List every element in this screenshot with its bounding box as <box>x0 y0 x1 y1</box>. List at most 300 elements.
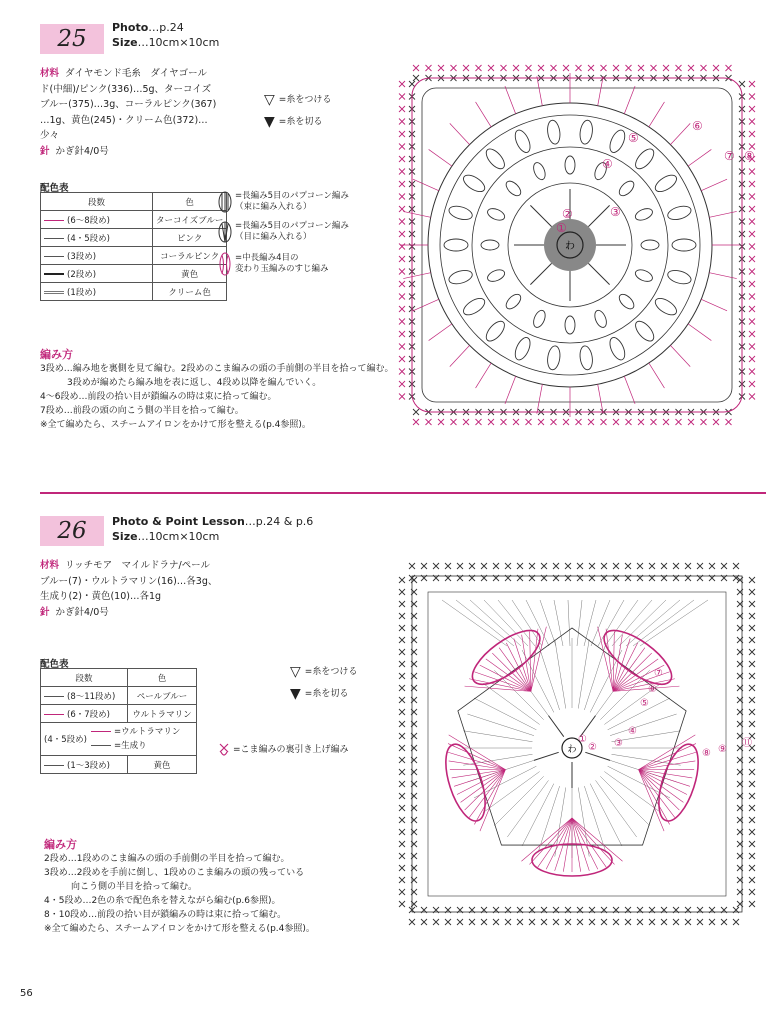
sc-mark <box>493 563 499 569</box>
sc-mark <box>749 294 755 300</box>
filled-triangle-icon: ▼ <box>290 686 301 702</box>
sc-mark <box>399 697 405 703</box>
popcorn-stitch <box>634 206 654 222</box>
sc-mark <box>576 65 582 71</box>
sc-mark <box>438 419 444 425</box>
dc-line <box>649 363 665 388</box>
open-triangle-icon: ▽ <box>290 664 301 680</box>
sc-mark <box>749 793 755 799</box>
yarn-cut-legend <box>290 688 348 700</box>
color-swatch <box>44 220 64 221</box>
round-number-label: ⑧ <box>744 149 755 163</box>
sc-mark <box>399 685 405 691</box>
sc-mark <box>399 757 405 763</box>
sc-mark <box>709 919 715 925</box>
sc-mark <box>399 829 405 835</box>
popcorn-stitch <box>653 295 680 318</box>
popcorn-stitch <box>483 146 508 172</box>
rows-cell: (3段め) <box>67 251 97 262</box>
pattern-25-header <box>112 20 219 50</box>
sc-mark <box>673 563 679 569</box>
sc-mark <box>426 65 432 71</box>
sc-mark <box>749 805 755 811</box>
sc-mark <box>651 419 657 425</box>
symbol-row <box>218 220 349 244</box>
sc-mark <box>551 65 557 71</box>
yarn-join-text: =糸をつける <box>278 95 332 105</box>
photo-label: Photo <box>112 21 149 34</box>
dc-line <box>588 263 609 284</box>
dc-line <box>640 600 708 646</box>
sc-mark <box>505 563 511 569</box>
sc-mark <box>721 919 727 925</box>
sc-mark <box>577 563 583 569</box>
dc-line <box>538 643 560 710</box>
sc-mark <box>563 65 569 71</box>
sc-mark <box>399 256 405 262</box>
sc-mark <box>749 577 755 583</box>
sc-mark <box>749 394 755 400</box>
pattern-26-method <box>44 852 315 936</box>
pattern-26-header <box>112 514 313 544</box>
dc-line <box>633 600 694 646</box>
dc-line <box>701 299 727 310</box>
sc-mark <box>505 919 511 925</box>
open-triangle-icon: ▽ <box>264 92 275 108</box>
table-row <box>41 756 197 774</box>
sc-mark <box>749 119 755 125</box>
materials-line: リッチモア マイルドラナ/ペール <box>65 560 210 571</box>
dc-line <box>403 273 430 279</box>
sc-mark <box>541 919 547 925</box>
round-number-label: ⑥ <box>648 684 657 695</box>
method-line: 4・5段め…2色の糸で配色糸を替えながら編む(p.6参照)。 <box>44 896 281 906</box>
size-label: Size <box>112 36 138 49</box>
round-number-label: ① <box>578 734 587 745</box>
sc-mark <box>526 65 532 71</box>
sc-mark <box>749 219 755 225</box>
yarn-join-text: =糸をつける <box>304 667 358 677</box>
popcorn-stitch <box>447 204 473 222</box>
sc-mark <box>749 757 755 763</box>
dc-line <box>467 714 534 736</box>
sc-mark <box>749 721 755 727</box>
method-line: 2段め…1段めのこま編みの頭の手前側の半目を拾って編む。 <box>44 854 290 864</box>
sc-mark <box>399 231 405 237</box>
sc-mark <box>451 419 457 425</box>
sc-mark <box>613 919 619 925</box>
sc-mark <box>399 306 405 312</box>
color-swatch <box>44 696 64 697</box>
dc-line <box>555 639 566 708</box>
sc-mark <box>409 563 415 569</box>
sc-mark <box>399 781 405 787</box>
rows-cell: (1〜3段め) <box>67 760 110 771</box>
dc-line <box>598 627 613 692</box>
sc-mark <box>399 613 405 619</box>
sc-mark <box>749 169 755 175</box>
sc-mark <box>601 419 607 425</box>
table-row <box>41 705 197 723</box>
popcorn-stitch <box>512 128 533 155</box>
sc-mark <box>749 194 755 200</box>
sc-mark <box>613 65 619 71</box>
sc-mark <box>749 769 755 775</box>
table-row <box>41 229 227 247</box>
sc-mark <box>529 563 535 569</box>
sc-mark <box>476 65 482 71</box>
dc-line <box>548 716 563 737</box>
dc-line <box>670 345 690 366</box>
dc-line <box>626 600 680 646</box>
sc-mark <box>661 563 667 569</box>
sc-mark <box>588 65 594 71</box>
sc-mark <box>413 65 419 71</box>
sc-mark <box>463 65 469 71</box>
sc-mark <box>749 319 755 325</box>
round-number-label: ⑥ <box>692 119 703 133</box>
sc-mark <box>501 419 507 425</box>
popcorn-stitch <box>607 128 628 155</box>
symbol-text: =中長編み4目の <box>235 253 299 263</box>
round-number-label: ⑧ <box>702 748 711 759</box>
dc-line <box>596 780 637 837</box>
sc-mark <box>413 419 419 425</box>
needle-label: 針 <box>40 145 50 157</box>
sc-mark <box>421 563 427 569</box>
color-cell: =ウルトラマリン <box>113 727 181 737</box>
sc-mark <box>445 563 451 569</box>
section-divider <box>40 492 766 494</box>
sc-mark <box>576 419 582 425</box>
sc-mark <box>577 919 583 925</box>
sc-mark <box>637 563 643 569</box>
ring-label: わ <box>565 241 575 252</box>
sc-mark <box>697 919 703 925</box>
sc-mark <box>749 369 755 375</box>
symbol-text: （目に編み入れる） <box>235 232 312 242</box>
dc-line <box>619 600 666 646</box>
pattern-number-25 <box>40 24 104 54</box>
sc-mark <box>676 65 682 71</box>
dc-line <box>578 788 589 857</box>
dc-line <box>639 735 696 770</box>
popcorn-stitch <box>565 156 575 174</box>
sc-mark <box>399 331 405 337</box>
sc-mark <box>749 94 755 100</box>
sc-mark <box>749 709 755 715</box>
method-title: 編み方 <box>44 838 77 851</box>
sc-mark <box>399 144 405 150</box>
sc-mark <box>399 577 405 583</box>
sc-mark <box>749 649 755 655</box>
sc-mark <box>749 877 755 883</box>
sc-mark <box>399 381 405 387</box>
popcorn-stitch <box>641 240 659 250</box>
size-value: …10cm×10cm <box>137 530 220 543</box>
puff-stitch-icon <box>218 250 232 278</box>
pattern-25-chart-diagram <box>396 62 758 428</box>
sc-mark <box>749 344 755 350</box>
sc-mark <box>438 65 444 71</box>
popcorn-stitch <box>546 345 561 370</box>
table-row <box>41 211 227 229</box>
sc-mark <box>399 625 405 631</box>
round-number-label: ⑪ <box>742 738 752 749</box>
popcorn-stitch <box>504 179 524 199</box>
popcorn-stitch <box>653 172 680 195</box>
materials-line: …1g、黄色(245)・クリーム色(372)… <box>40 114 208 126</box>
sc-mark <box>749 601 755 607</box>
sc-mark <box>529 919 535 925</box>
sc-mark <box>399 601 405 607</box>
color-table-title: 配色表 <box>40 183 69 194</box>
pattern-25-color-table <box>40 192 227 301</box>
sc-mark <box>426 419 432 425</box>
sc-mark <box>709 563 715 569</box>
color-swatch <box>91 731 111 732</box>
materials-label: 材料 <box>40 68 60 79</box>
sc-mark <box>749 625 755 631</box>
popcorn-stitch <box>531 309 547 329</box>
popcorn-stitch <box>546 119 561 144</box>
sc-mark <box>749 637 755 643</box>
sc-mark <box>749 81 755 87</box>
sc-mark <box>469 563 475 569</box>
pattern-number-text: 25 <box>57 26 87 52</box>
dc-line <box>709 273 736 279</box>
dc-line <box>450 123 470 144</box>
popcorn-stitch <box>461 295 488 318</box>
sc-mark <box>726 419 732 425</box>
page-number: 56 <box>20 988 33 999</box>
method-line: 3段め…編み地を裏側を見て編む。2段めのこま編みの頭の手前側の半目を拾って編む。 <box>40 364 394 374</box>
round-number-label: ① <box>556 221 567 235</box>
sc-mark <box>601 65 607 71</box>
materials-label: 材料 <box>40 560 60 571</box>
sc-mark <box>538 65 544 71</box>
dc-line <box>604 772 661 813</box>
method-line: 7段め…前段の頭の向こう側の半目を拾って編む。 <box>40 406 244 416</box>
dc-line <box>483 772 540 813</box>
color-swatch <box>44 273 64 275</box>
sc-mark <box>399 131 405 137</box>
symbol-text: =長編み5目のパプコーン編み <box>235 191 349 201</box>
dc-line <box>585 752 610 760</box>
sc-mark <box>713 419 719 425</box>
dc-line <box>709 211 736 217</box>
dc-line <box>613 686 679 691</box>
size-value: …10cm×10cm <box>137 36 220 49</box>
sc-mark <box>399 81 405 87</box>
dc-line <box>530 205 551 226</box>
dc-line <box>492 653 531 691</box>
sc-mark <box>733 563 739 569</box>
popcorn-stitch <box>481 240 499 250</box>
popcorn-stitch <box>666 268 692 286</box>
dc-line <box>413 299 439 310</box>
photo-ref: …p.24 <box>148 21 184 34</box>
round-number-label: ⑤ <box>640 698 649 709</box>
sc-mark <box>749 781 755 787</box>
sc-mark <box>749 106 755 112</box>
sc-mark <box>399 793 405 799</box>
sc-mark <box>749 841 755 847</box>
sc-mark <box>399 853 405 859</box>
color-swatch <box>44 238 64 239</box>
sc-mark <box>399 889 405 895</box>
table-row <box>41 723 197 756</box>
size-label: Size <box>112 530 138 543</box>
color-cell: クリーム色 <box>153 283 227 301</box>
method-title: 編み方 <box>40 348 73 361</box>
sc-mark <box>697 563 703 569</box>
sc-mark <box>749 206 755 212</box>
symbol-text: （束に編み入れる） <box>235 202 312 212</box>
popcorn-stitch <box>483 318 508 344</box>
dc-line <box>537 384 542 413</box>
sc-mark <box>749 865 755 871</box>
sc-mark <box>541 563 547 569</box>
symbol-text: 変わり玉編みのすじ編み <box>235 264 329 274</box>
sc-mark <box>501 65 507 71</box>
materials-line: ブルー(7)・ウルトラマリン(16)…各3g、 <box>40 575 218 587</box>
sc-mark <box>399 805 405 811</box>
sc-mark <box>749 697 755 703</box>
sc-mark <box>685 919 691 925</box>
sc-mark <box>739 81 745 87</box>
round-number-label: ② <box>588 742 597 753</box>
sc-mark <box>399 294 405 300</box>
sc-mark <box>713 65 719 71</box>
dc-line <box>688 324 711 341</box>
popcorn-stitch <box>447 268 473 286</box>
yarn-join-legend <box>264 94 331 106</box>
materials-line: ダイヤモンド毛糸 ダイヤゴール <box>65 68 207 79</box>
sc-mark <box>488 65 494 71</box>
sc-mark <box>481 563 487 569</box>
sc-mark <box>421 919 427 925</box>
sc-mark <box>409 81 415 87</box>
filled-triangle-icon: ▼ <box>264 114 275 130</box>
fan-stitches <box>442 600 708 858</box>
popcorn-stitch <box>672 239 696 251</box>
sc-mark <box>589 919 595 925</box>
photo-label: Photo & Point Lesson <box>112 515 245 528</box>
sc-mark <box>749 356 755 362</box>
round-number-label: ② <box>562 207 573 221</box>
rows-cell: (6〜8段め) <box>67 215 110 226</box>
rows-cell: (8〜11段め) <box>67 691 116 702</box>
table-header-cell: 段数 <box>41 193 153 211</box>
color-table-title: 配色表 <box>40 659 69 670</box>
sc-mark <box>749 256 755 262</box>
method-line: 8・10段め…前段の拾い目が鎖編みの時は束に拾って編む。 <box>44 910 287 920</box>
sc-mark <box>749 817 755 823</box>
sc-mark <box>399 877 405 883</box>
sc-mark <box>726 65 732 71</box>
symbol-row <box>218 190 349 214</box>
sc-mark <box>733 919 739 925</box>
dc-line <box>624 86 635 114</box>
dc-line <box>568 600 570 646</box>
sc-mark <box>749 269 755 275</box>
color-cell: ウルトラマリン <box>128 705 197 723</box>
sc-mark <box>399 637 405 643</box>
sc-mark <box>538 419 544 425</box>
sc-mark <box>749 901 755 907</box>
color-cell: ターコイズブルー <box>153 211 227 229</box>
dc-line <box>612 600 652 646</box>
dc-line <box>577 600 582 646</box>
pattern-26-chart-diagram <box>392 556 762 932</box>
color-cell: ピンク <box>153 229 227 247</box>
sc-mark <box>399 745 405 751</box>
sc-mark <box>463 419 469 425</box>
dc-line <box>449 735 506 770</box>
pattern-25-method <box>40 362 393 432</box>
dc-line <box>429 324 452 341</box>
sc-mark <box>399 94 405 100</box>
dc-line <box>584 786 606 853</box>
yarn-cut-legend <box>264 116 322 128</box>
sc-mark <box>526 419 532 425</box>
popcorn-stitch-icon <box>218 190 232 214</box>
dc-line <box>670 123 690 144</box>
sc-mark <box>638 65 644 71</box>
sc-mark <box>488 419 494 425</box>
sc-mark <box>399 841 405 847</box>
table-row <box>41 283 227 301</box>
sc-mark <box>399 244 405 250</box>
sc-mark <box>701 65 707 71</box>
color-swatch <box>91 745 111 746</box>
sc-mark <box>688 65 694 71</box>
pattern-number-text: 26 <box>57 518 87 544</box>
round-number-label: ⑤ <box>628 131 639 145</box>
dc-line <box>534 752 559 760</box>
table-header-cell: 段数 <box>41 669 128 687</box>
sc-mark <box>688 419 694 425</box>
sc-mark <box>649 919 655 925</box>
pattern-26-color-table <box>40 668 197 774</box>
sc-mark <box>399 817 405 823</box>
dc-line <box>555 788 566 857</box>
sc-mark <box>517 563 523 569</box>
sc-mark <box>399 733 405 739</box>
dc-line <box>606 629 613 692</box>
sc-mark <box>451 65 457 71</box>
round-number-label: ④ <box>602 157 613 171</box>
popcorn-stitch <box>531 161 547 181</box>
sc-mark <box>613 563 619 569</box>
dc-line <box>584 600 596 646</box>
sc-mark <box>399 709 405 715</box>
materials-line: ブルー(375)…3g、コーラルピンク(367) <box>40 99 217 110</box>
dc-line <box>476 102 492 127</box>
sc-mark <box>399 206 405 212</box>
sc-mark <box>433 919 439 925</box>
sc-mark <box>413 409 419 415</box>
sc-mark <box>476 419 482 425</box>
sc-mark <box>749 889 755 895</box>
sc-mark <box>701 419 707 425</box>
sc-mark <box>399 119 405 125</box>
dc-line <box>505 86 516 114</box>
dc-line <box>480 665 531 691</box>
sc-mark <box>409 919 415 925</box>
sc-mark <box>749 131 755 137</box>
